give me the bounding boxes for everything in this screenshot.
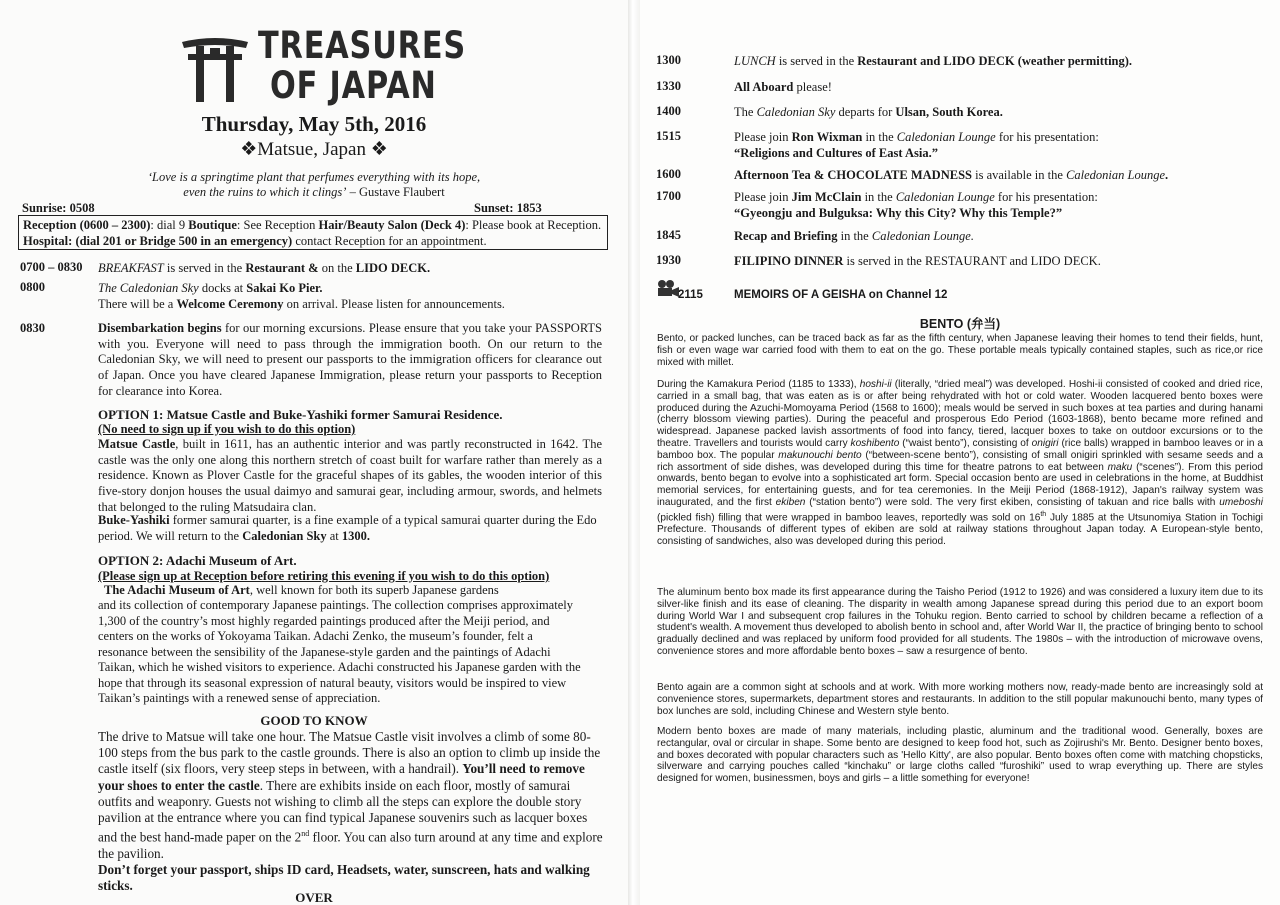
time-1330: 1330: [656, 79, 681, 93]
option-2-museum-line-1: The Adachi Museum of Art, well known for both its superb Japanese gardens: [104, 583, 499, 597]
good-to-know-heading: GOOD TO KNOW: [260, 713, 368, 728]
time-1300: 1300: [656, 53, 681, 67]
option-2-museum-line-4: centers on the works of Yokoyama Taikan. Adachi Zenko, the museum’s founder, felt a: [98, 629, 533, 643]
option-1-buke-text: Buke-Yashiki former samurai quarter, is a fine example of a typical samurai quarter during the Edo period. We will return to the Caledonian Sky at 1300.: [98, 513, 597, 543]
masthead-logo: [180, 22, 467, 107]
event-jim-mcclain-talk: Please join Jim McClain in the Caledonian Lounge for his presentation: “Gyeongju and Bulguksa: Why this City? Why this Temple?”: [734, 190, 1098, 220]
bento-heading: BENTO (弁当): [919, 317, 1001, 331]
event-docking: The Caledonian Sky docks at Sakai Ko Pier.: [98, 281, 323, 295]
bento-paragraph-2: During the Kamakura Period (1185 to 1333), hoshi-ii (literally, “dried meal”) was developed. Hoshi-ii consisted of cooked and dried rice, carried in a small bag, that was eaten as is or after being rehydrated with hot or cold water. Wooden lacquered bento boxes were produced during the Azuchi-Momoyama Period (1568 to 1600); meals would be served in such boxes at tea parties and during hanami (cherry blossom viewing parties). During the peaceful and prosperous Edo Period (1603-1868), bento became more refined and widespread. Japanese packed lavish assortments of food into fancy, tiered, lacquer boxes to take on outdoor excursions or to the theatre. Travellers and tourists would carry koshibento (“waist bento”), consisting of onigiri (rice balls) wrapped in bamboo leaves or in a bamboo box. The popular makunouchi bento (“between-scene bento”), consisting of small onigiri sprinkled with sesame seeds and a rich assortment of side dishes, was developed during this time for theatre patrons to eat between maku (“scenes”). From this period onwards, bento began to evolve into a sophisticated art form. Special occasion bento are used in celebrations in the home, at Buddhist memorial services, for entertaining guests, and for tea ceremonies. In the Meiji Period (1868-1912), Japan's railway system was inaugurated, and the first ekiben (“station bento”) were sold. The very first ekiben, consisting of takuan and rice balls with umeboshi (pickled fish) filling that were wrapped in bamboo leaves, reportedly was sold on 16th July 1885 at the Utsunomiya Station in Tochigi Prefecture. Thousands of different types of ekiben are sold at railway stations throughout Japan today. A European-style bento, consisting of sandwiches, also was developed during this period.: [657, 379, 1264, 547]
option-2-museum-line-5: resonance between the sensibility of the Japanese-style garden and the paintings of Adachi: [98, 645, 551, 659]
bento-paragraph-4: Bento again are a common sight at schools and at work. With more working mothers now, ready-made bento are increasingly sold at convenience stores, supermarkets, department stores and restaurants. In addition to the still popular makunouchi bento, many types of box lunches are sold, including Chinese and Western style bento.: [657, 682, 1263, 717]
logo-text-line-2: OF JAPAN: [270, 64, 437, 107]
over-label: OVER: [295, 890, 333, 905]
time-0830: 0830: [20, 321, 45, 335]
option-2-title: OPTION 2: Adachi Museum of Art.: [98, 553, 297, 568]
quote-line-1: ‘Love is a springtime plant that perfumes everything with its hope,: [147, 170, 481, 184]
event-all-aboard: All Aboard please!: [734, 80, 832, 94]
date-heading: Thursday, May 5th, 2016: [201, 112, 427, 136]
packing-reminder: Don’t forget your passport, ships ID card, Headsets, water, sunscreen, hats and walking sticks.: [98, 862, 590, 894]
time-1515: 1515: [656, 129, 681, 143]
quote-author: – Gustave Flaubert: [346, 185, 445, 199]
option-2-museum-line-7: hope that through its seasonal expression of natural beauty, visitors would be inspired to view: [98, 676, 567, 690]
torii-gate-icon: [182, 36, 248, 102]
jim-mcclain-talk-title: “Gyeongju and Bulguksa: Why this City? Why this Temple?”: [734, 206, 1063, 220]
option-2-museum-line-8: Taikan’s paintings with a renewed sense of appreciation.: [98, 691, 381, 705]
event-movie: MEMOIRS OF A GEISHA on Channel 12: [734, 289, 948, 301]
event-ron-wixman-talk: Please join Ron Wixman in the Caledonian Lounge for his presentation: “Religions and Cultures of East Asia.”: [734, 130, 1099, 160]
time-1930: 1930: [656, 253, 681, 267]
bento-paragraph-1: Bento, or packed lunches, can be traced back as far as the fifth century, when Japanese leaving their homes to tend their fields, hunt, fish or even wage war carried food with them to eat on the go. These portable meals typically contained staples, such as rice,or rice mixed with millet.: [657, 333, 1263, 368]
boutique-text: : See Reception: [236, 218, 319, 232]
reception-label: Reception (0600 – 2300): [23, 218, 151, 232]
boutique-label: Boutique: [188, 218, 237, 232]
salon-text: : Please book at Reception.: [465, 218, 602, 232]
time-0700: 0700 – 0830: [20, 260, 83, 274]
option-2-museum-line-3: 1,300 of the country’s most highly regarded paintings produced after the Meiji period, and: [98, 614, 550, 628]
good-to-know-text: The drive to Matsue will take one hour. The Matsue Castle visit involves a climb of some 80-100 steps from the bus park to the castle grounds. There is also an option to climb up inside the castle itself (six floors, very steep steps in between, with a handrail). You’ll need to remove your shoes to enter the castle. There are exhibits inside on each floor, mostly of samurai outfits and weaponry. Guests not wishing to climb all the steps can explore the double story pavilion at the entrance where you can find typical Japanese souvenirs such as lacquer boxes and the best hand-made paper on the 2nd floor. You can also turn around at any time and explore the pavilion. Don’t forget your passport, ships ID card, Headsets, water, sunscreen, hats and walking sticks.: [98, 729, 603, 894]
bento-paragraph-3: The aluminum bento box made its first appearance during the Taisho Period (1912 to 1926) and was considered a luxury item due to its silver-like finish and its ease of cleaning. The disparity in wealth among Japanese spread during this period due to an export boom during World War I and subsequent crop failures in the Tohuku region. Bento carried to school by children became a reflection of a student's wealth. A movement thus developed to abolish bento in school and, after World War II, the practice of bringing bento to school gradually declined and was replaced by uniform food provided for all students. The 1980s – with the introduction of microwave ovens, convenience stores and more affordable bento boxes – saw a resurgence of bento.: [657, 587, 1263, 657]
hospital-phone: : (dial 201 or Bridge 500 in an emergency): [68, 234, 293, 248]
time-1845: 1845: [656, 228, 681, 242]
sunrise-time: Sunrise: 0508: [22, 201, 95, 215]
location-heading: ❖Matsue, Japan ❖: [240, 139, 388, 160]
hospital-text: contact Reception for an appointment.: [292, 234, 487, 248]
option-1-note: (No need to sign up if you wish to do this option): [98, 422, 356, 436]
quote-line-2: even the ruins to which it clings’ – Gustave Flaubert: [183, 185, 445, 199]
event-disembarkation: Disembarkation begins for our morning excursions. Please ensure that you take your PASSPORTS with you. Everyone will need to pass through the immigration booth. On our return to the Caledonian Sky, we will need to present our passports to the immigration officers for clearance out of Japan. Once you have cleared Japanese Immigration, please return your passports to Reception for clearance into Korea.: [98, 321, 602, 398]
event-dinner: FILIPINO DINNER is served in the RESTAURANT and LIDO DECK.: [734, 254, 1101, 268]
option-2-note: (Please sign up at Reception before retiring this evening if you wish to do this option): [98, 569, 550, 583]
time-1600: 1600: [656, 167, 681, 181]
time-0800: 0800: [20, 280, 45, 294]
option-1-castle-text: Matsue Castle, built in 1611, has an authentic interior and was partly reconstructed in 1642. The castle was the only one along this northern stretch of coast built for warfare rather than merely as a residence. Known as Plover Castle for the graceful shapes of its gables, the wooden interior of this five-story donjon houses the usual daimyo and samurai gear, including armour, swords, and helmets that belonged to the ruling Matsudaira clan.: [98, 437, 602, 514]
ron-wixman-talk-title: “Religions and Cultures of East Asia.”: [734, 146, 938, 160]
left-page: [0, 0, 628, 905]
time-2115: 2115: [678, 289, 703, 301]
right-page: [640, 0, 1280, 905]
reception-text: : dial 9: [150, 218, 189, 232]
ship-services-box: [18, 215, 608, 250]
option-1-title: OPTION 1: Matsue Castle and Buke-Yashiki former Samurai Residence.: [98, 407, 503, 422]
option-2-museum-line-6: Taikan, which he wished visitors to experience. Adachi constructed his Japanese garden with the: [98, 660, 581, 674]
bento-paragraph-5: Modern bento boxes are made of many materials, including plastic, aluminum and the traditional wood. Generally, boxes are rectangular, oval or circular in shape. Some bento are designed to keep food hot, such as Zojirushi's Mr. Bento. Designer bento boxes, and boxes decorated with popular characters such as 'Hello Kitty', are also popular. Bento boxes often come with matching chopsticks, silverware and carrying pouches called “kinchaku” or large cloths called “furoshiki” used to wrap everything up. There are styles designed for women, businessmen, boys and girls – a little something for everyone!: [657, 726, 1263, 785]
event-departure: The Caledonian Sky departs for Ulsan, South Korea.: [734, 105, 1003, 119]
page-fold: [628, 0, 640, 905]
time-1700: 1700: [656, 189, 681, 203]
sunset-time: Sunset: 1853: [474, 201, 542, 215]
event-breakfast: BREAKFAST is served in the Restaurant & on the LIDO DECK.: [98, 261, 431, 275]
event-lunch: LUNCH is served in the Restaurant and LIDO DECK (weather permitting).: [734, 54, 1133, 68]
salon-label: Hair/Beauty Salon (Deck 4): [318, 218, 466, 232]
option-2-museum-line-2: and its collection of contemporary Japanese paintings. The collection comprises approximately: [98, 598, 573, 612]
event-welcome: There will be a Welcome Ceremony on arrival. Please listen for announcements.: [98, 297, 505, 311]
logo-text-line-1: TREASURES: [258, 24, 467, 67]
event-afternoon-tea: Afternoon Tea & CHOCOLATE MADNESS is available in the Caledonian Lounge.: [734, 168, 1169, 182]
event-recap: Recap and Briefing in the Caledonian Lounge.: [734, 229, 974, 243]
hospital-label: Hospital: [23, 234, 69, 248]
time-1400: 1400: [656, 104, 681, 118]
